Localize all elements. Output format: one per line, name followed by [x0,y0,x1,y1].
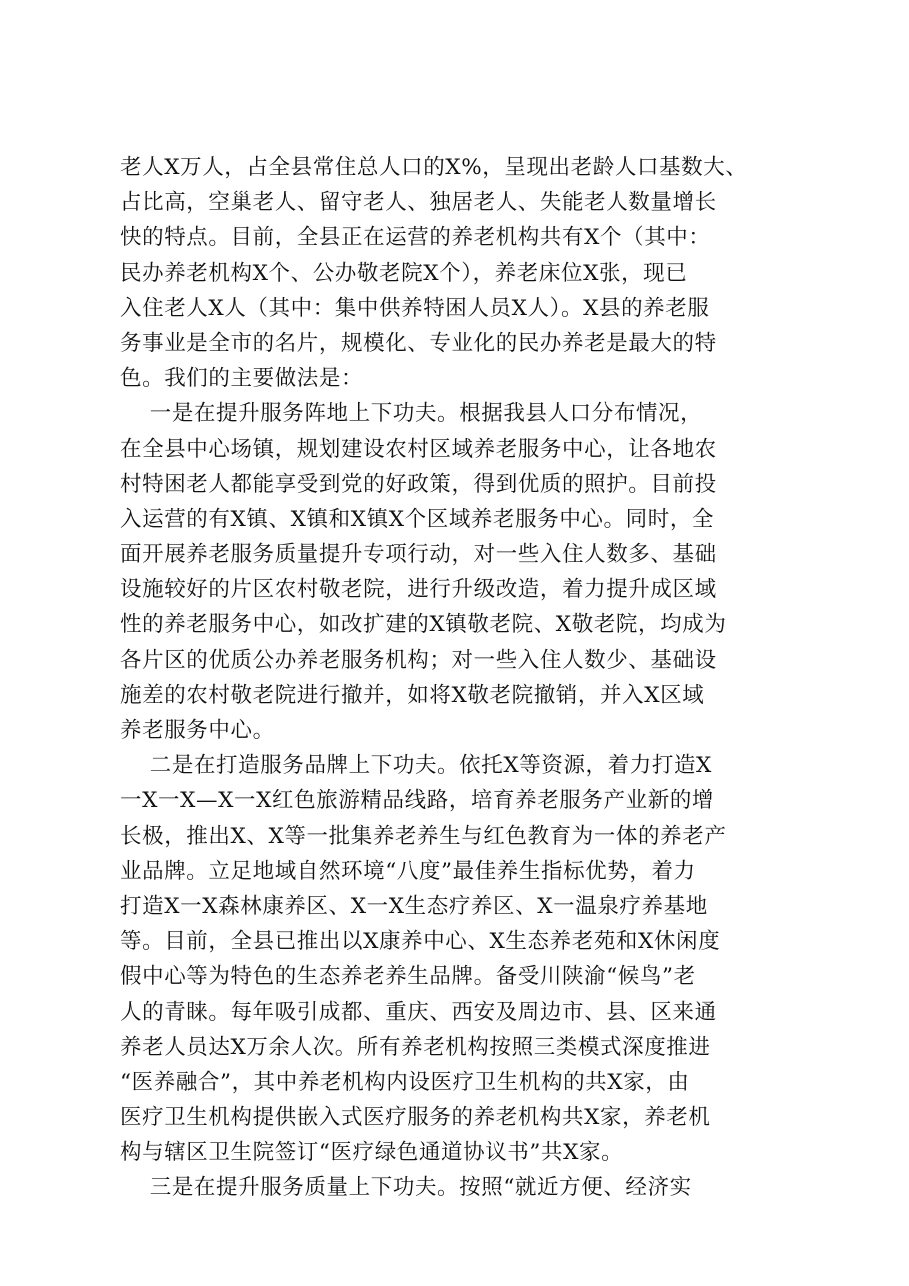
text-line: 老人X万人，占全县常住总人口的X%，呈现出老龄人口基数大、 [120,155,748,180]
text-line: 快的特点。目前，全县正在运营的养老机构共有X个（其中： [120,225,711,251]
text-line: 设施较好的片区农村敬老院，进行升级改造，着力提升成区域 [120,577,717,603]
text-line: 二是在打造服务品牌上下功夫。依托X等资源，着力打造X [120,753,712,779]
text-line: 占比高，空巢老人、留守老人、独居老人、失能老人数量增长 [120,190,717,216]
text-line: 面开展养老服务质量提升专项行动，对一些入住人数多、基础 [120,542,717,568]
text-line: 养老人员达X万余人次。所有养老机构按照三类模式深度推进 [120,1034,711,1060]
text-line: 人的青睐。每年吸引成都、重庆、西安及周边市、县、区来通 [120,999,717,1025]
text-line: 打造X一X森林康养区、X一X生态疗养区、X一温泉疗养基地 [120,893,708,919]
text-line: 各片区的优质公办养老服务机构；对一些入住人数少、基础设 [120,647,717,673]
text-line: 构与辖区卫生院签订“医疗绿色通道协议书”共X家。 [120,1140,624,1166]
document-body-text [120,150,810,1206]
text-line: 医疗卫生机构提供嵌入式医疗服务的养老机构共X家，养老机 [120,1105,711,1131]
text-line: “医养融合”，其中养老机构内设医疗卫生机构的共X家，由 [120,1069,690,1095]
text-line: 一是在提升服务阵地上下功夫。根据我县人口分布情况， [120,401,703,427]
text-line: 施差的农村敬老院进行撤并，如将X敬老院撤销，并入X区域 [120,682,705,708]
text-line: 入运营的有X镇、X镇和X镇X个区域养老服务中心。同时，全 [120,506,715,532]
text-line: 色。我们的主要做法是： [120,366,364,392]
text-line: 在全县中心场镇，规划建设农村区域养老服务中心，让各地农 [120,436,717,462]
text-line: 性的养老服务中心，如改扩建的X镇敬老院、X敬老院，均成为 [120,612,727,638]
text-line: 入住老人X人（其中：集中供养特困人员X人）。X县的养老服 [120,295,710,321]
text-line: 民办养老机构X个、公办敬老院X个），养老床位X张，现已 [120,260,688,286]
text-line: 一X一X—X一X红色旅游精品线路，培育养老服务产业新的增 [120,788,715,814]
text-line: 务事业是全市的名片，规模化、专业化的民办养老是最大的特 [120,330,717,356]
text-line: 长极，推出X、X等一批集养老养生与红色教育为一体的养老产 [120,823,727,849]
text-line: 养老服务中心。 [120,718,275,743]
text-line: 业品牌。立足地域自然环境“八度”最佳养生指标优势，着力 [120,858,696,884]
text-line: 等。目前，全县已推出以X康养中心、X生态养老苑和X休闲度 [120,929,721,955]
text-line: 三是在提升服务质量上下功夫。按照“就近方便、经济实 [120,1175,692,1201]
text-line: 村特困老人都能享受到党的好政策，得到优质的照护。目前投 [120,471,717,497]
text-line: 假中心等为特色的生态养老养生品牌。备受川陕渝“候鸟”老 [120,964,696,990]
